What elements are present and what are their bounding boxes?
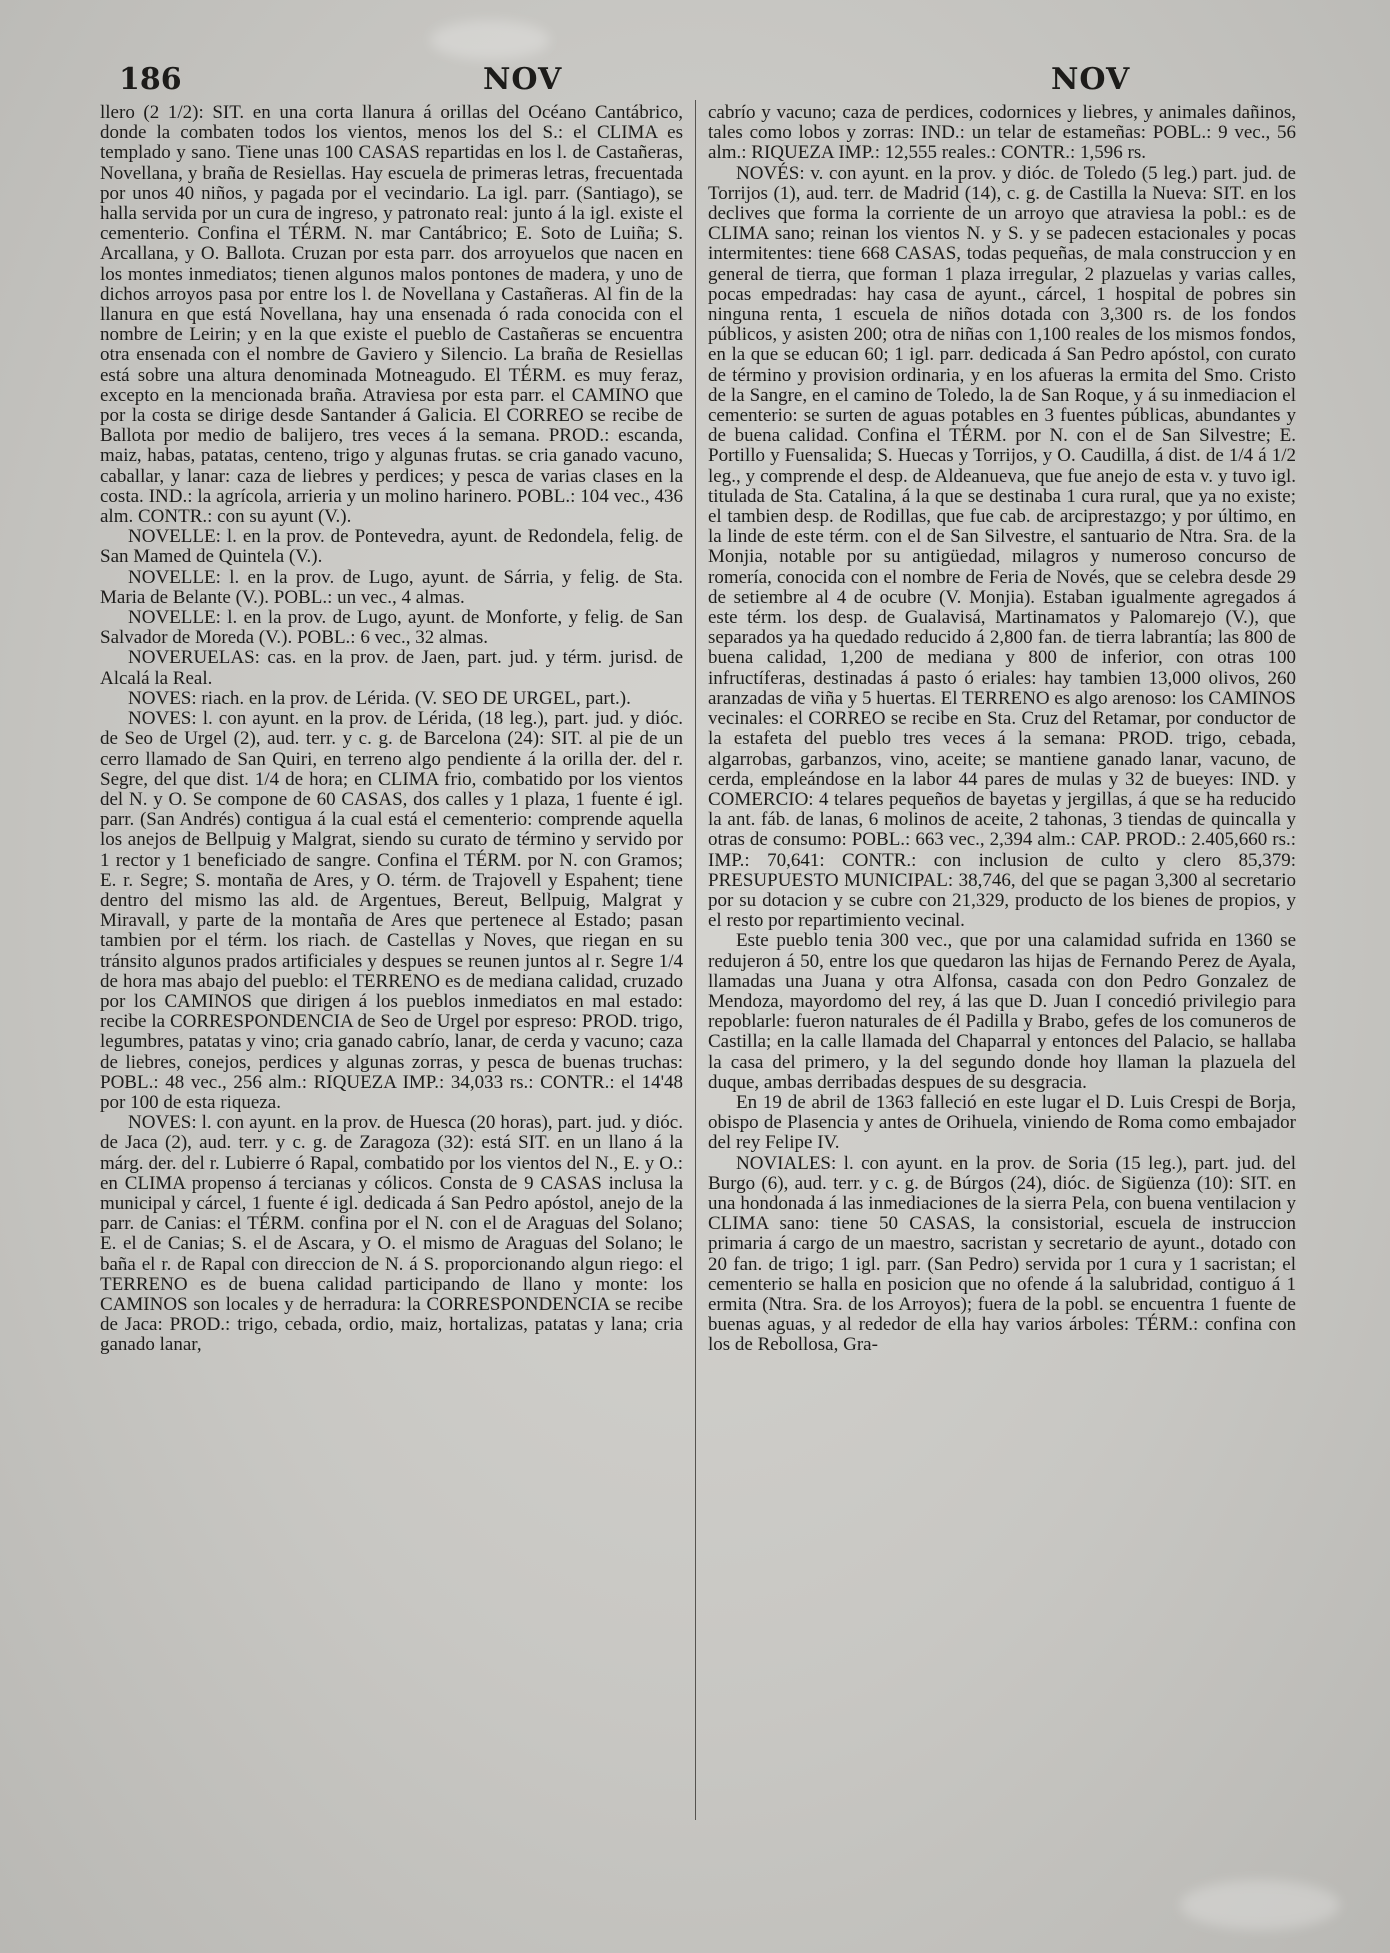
right-column xyxy=(708,103,1296,1356)
entry-paragraph: NOVELLE: l. en la prov. de Pontevedra, ayunt. de Redondela, felig. de San Mamed de Quintela (V.). xyxy=(100,526,683,568)
entry-paragraph: NOVELLE: l. en la prov. de Lugo, ayunt. de Monforte, y felig. de San Salvador de Moreda (V.). POBL.: 6 vec., 32 almas. xyxy=(100,607,683,649)
column-divider xyxy=(695,100,696,1820)
entry-paragraph: NOVELLE: l. en la prov. de Lugo, ayunt. de Sárria, y felig. de Sta. Maria de Belante (V.). POBL.: un vec., 4 almas. xyxy=(100,566,683,608)
paper-stain xyxy=(1180,1880,1340,1930)
entry-paragraph: NOVERUELAS: cas. en la prov. de Jaen, part. jud. y térm. jurisd. de Alcalá la Real. xyxy=(100,647,683,689)
entry-paragraph: NOVES: l. con ayunt. en la prov. de Lérida, (18 leg.), part. jud. y dióc. de Seo de Urgel (2), aud. terr. y c. g. de Barcelona (24): SIT. al pie de un cerro llamado de San Quiri, en terreno algo pendiente á la orilla der. del r. Segre, del que dist. 1/4 de hora; en CLIMA frio, combatido por los vientos del N. y O. Se compone de 60 CASAS, dos calles y 1 plaza, 1 fuente é igl. parr. (San Andrés) contigua á la cual está el cementerio: comprende aquella los anejos de Bellpuig y Malgrat, siendo su curato de término y servido por 1 rector y 1 beneficiado de sangre. Confina el TÉRM. por N. con Gramos; E. r. Segre; S. montaña de Ares, y O. térm. de Trajovell y Espahent; tiene dentro del mismo las ald. de Argentues, Bereut, Bellpuig, Malgrat y Miravall, y parte de la montaña de Ares que pertenece al Estado; pasan tambien por el térm. los riach. de Castellas y Noves, que riegan en su tránsito algunos prados artificiales y despues se reunen juntos al r. Segre 1/4 de hora mas abajo del pueblo: el TERRENO es de mediana calidad, cruzado por los CAMINOS que dirigen á los pueblos inmediatos en mal estado: recibe la CORRESPONDENCIA de Seo de Urgel por espreso: PROD. trigo, legumbres, patatas y vino; cria ganado cabrío, lanar, de cerda y vacuno; caza de liebres, conejos, perdices y algunas zorras, y pesca de buenas truchas: POBL.: 48 vec., 256 alm.: RIQUEZA IMP.: 34,033 rs.: CONTR.: el 14'48 por 100 de esta riqueza. xyxy=(100,708,683,1113)
page-number: 186 xyxy=(119,62,182,97)
entry-paragraph: Este pueblo tenia 300 vec., que por una calamidad sufrida en 1360 se redujeron á 50, entre los que quedaron las hijas de Fernando Perez de Ayala, llamadas una Juana y otra Alfonsa, casada con don Pedro Gonzalez de Mendoza, mayordomo del rey, á las que D. Juan I concedió privilegio para repoblarle: fueron naturales de él Padilla y Brabo, gefes de los comuneros de Castilla; en la calle llamada del Chaparral y entonces del Palacio, se hallaba la casa del primero, y la del segundo donde hoy llaman la plazuela del duque, ambas derribadas despues de su desgracia. xyxy=(708,930,1296,1093)
left-running-head: NOV xyxy=(483,62,563,97)
entry-paragraph: En 19 de abril de 1363 falleció en este lugar el D. Luis Crespi de Borja, obispo de Plasencia y antes de Orihuela, viniendo de Roma como embajador del rey Felipe IV. xyxy=(708,1091,1296,1154)
left-column xyxy=(100,103,683,1356)
right-running-head: NOV xyxy=(1051,62,1131,97)
entry-paragraph: llero (2 1/2): SIT. en una corta llanura á orillas del Océano Cantábrico, donde la combaten todos los vientos, menos los del S.: el CLIMA es templado y sano. Tiene unas 100 CASAS repartidas en los l. de Castañeras, Novellana, y braña de Resiellas. Hay escuela de primeras letras, frecuentada por unos 40 niños, y pagada por el vecindario. La igl. parr. (Santiago), se halla servida por un cura de ingreso, y patronato real: junto á la igl. existe el cementerio. Confina el TÉRM. N. mar Cantábrico; E. Soto de Luiña; S. Arcallana, y O. Ballota. Cruzan por esta parr. dos arroyuelos que nacen en los montes inmediatos; tienen algunos malos pontones de madera, y uno de dichos arroyos pasa por entre los l. de Novellana y Castañeras. Al fin de la llanura en que está Novellana, hay una ensenada ó rada conocida con el nombre de Leirin; y en la que existe el pueblo de Castañeras se encuentra otra ensenada con el nombre de Gaviero y Silencio. La braña de Resiellas está sobre una altura denominada Motneagudo. El TÉRM. es muy feraz, excepto en la mencionada braña. Atraviesa por esta parr. el CAMINO que por la costa se dirige desde Santander á Galicia. El CORREO se recibe de Ballota por medio de balijero, tres veces á la semana. PROD.: escanda, maiz, habas, patatas, centeno, trigo y algunas frutas. se cria ganado vacuno, caballar, y lanar: caza de liebres y perdices; y pesca de varias clases en la costa. IND.: la agrícola, arrieria y un molino harinero. POBL.: 104 vec., 436 alm. CONTR.: con su ayunt (V.). xyxy=(100,102,683,528)
entry-paragraph: cabrío y vacuno; caza de perdices, codornices y liebres, y animales dañinos, tales como lobos y zorras: IND.: un telar de estameñas: POBL.: 9 vec., 56 alm.: RIQUEZA IMP.: 12,555 reales.: CONTR.: 1,596 rs. xyxy=(708,102,1296,164)
entry-paragraph: NOVÉS: v. con ayunt. en la prov. y dióc. de Toledo (5 leg.) part. jud. de Torrijos (1), aud. terr. de Madrid (14), c. g. de Castilla la Nueva: SIT. en los declives que forma la corriente de un arroyo que atraviesa la pobl.: es de CLIMA sano; reinan los vientos N. y S. y se padecen estacionales y pocas intermitentes: tiene 668 CASAS, todas pequeñas, de mala construccion y en general de tierra, que forman 1 plaza irregular, 2 plazuelas y varias calles, pocas empedradas: hay casa de ayunt., cárcel, 1 hospital de pobres sin ninguna renta, 1 escuela de niños dotada con 3,300 rs. de los fondos públicos, y asisten 200; otra de niñas con 1,100 reales de los mismos fondos, en la que se educan 60; 1 igl. parr. dedicada á San Pedro apóstol, con curato de término y provision ordinaria, y en los afueras la ermita del Smo. Cristo de la Sangre, en el camino de Toledo, la de San Roque, y á su inmediacion el cementerio: se surten de aguas potables en 3 fuentes públicas, abundantes y de buena calidad. Confina el TÉRM. por N. con el de San Silvestre; E. Portillo y Fuensalida; S. Huecas y Torrijos, y O. Caudilla, á dist. de 1/4 á 1/2 leg., y comprende el desp. de Aldeanueva, que fue anejo de esta v. y tuvo igl. titulada de Sta. Catalina, á la que se destinaba 1 cura rural, que ya no existe; el tambien desp. de Rodillas, que fue cab. de arciprestazgo; y por último, en la linde de este térm. con el de San Silvestre, el santuario de Ntra. Sra. de la Monjia, notable por su antigüedad, milagros y numeroso concurso de romería, conocida con el nombre de Feria de Novés, que se celebra desde 29 de setiembre al 4 de ocubre (V. Monjia). Estaban igualmente agregados á este térm. los desp. de Gualavisá, Martinamatos y Palomarejo (V.), que separados ya ha quedado reducido á 2,800 fan. de tierra labrantía; las 800 de buena calidad, 1,200 de mediana y 800 de inferior, con otras 100 infructíferas, destinadas á pasto ó eriales: hay tambien 13,000 olivos, 260 aranzadas de viña y 5 huertas. El TERRENO es algo arenoso: los CAMINOS vecinales: el CORREO se recibe en Sta. Cruz del Retamar, por conductor de la estafeta del pueblo tres veces á la semana: PROD. trigo, cebada, algarrobas, garbanzos, vino, aceite; se mantiene ganado lanar, vacuno, de cerda, empleándose en la labor 44 pares de mulas y 32 de bueyes: IND. y COMERCIO: 4 telares pequeños de bayetas y jergillas, á que se ha reducido la ant. fáb. de lanas, 6 molinos de aceite, 2 tahonas, 3 tiendas de quincalla y otras de consumo: POBL.: 663 vec., 2,394 alm.: CAP. PROD.: 2.405,660 rs.: IMP.: 70,641: CONTR.: con inclusion de culto y clero 85,379: PRESUPUESTO MUNICIPAL: 38,746, del que se pagan 3,300 al secretario por su dotacion y se cubre con 21,329, producto de los bienes de propios, y el resto por repartimiento vecinal. xyxy=(708,162,1296,932)
entry-paragraph: NOVIALES: l. con ayunt. en la prov. de Soria (15 leg.), part. jud. del Burgo (6), aud. terr. y c. g. de Búrgos (24), dióc. de Sigüenza (10): SIT. en una hondonada á las inmediaciones de la sierra Pela, con buena ventilacion y CLIMA sano: tiene 50 CASAS, la consistorial, escuela de instruccion primaria á cargo de un maestro, sacristan y secretario de ayunt., dotado con 20 fan. de trigo; 1 igl. parr. (San Pedro) servida por 1 cura y 1 sacristan; el cementerio se halla en posicion que no ofende á la salubridad, contiguo á 1 ermita (Ntra. Sra. de los Arroyos); fuera de la pobl. se encuentra 1 fuente de buenas aguas, y al rededor de ella hay varios árboles: TÉRM.: confina con los de Rebollosa, Gra- xyxy=(708,1152,1296,1356)
paper-stain xyxy=(430,20,550,60)
entry-paragraph: NOVES: riach. en la prov. de Lérida. (V. SEO DE URGEL, part.). xyxy=(128,687,631,709)
entry-paragraph: NOVES: l. con ayunt. en la prov. de Huesca (20 horas), part. jud. y dióc. de Jaca (2), aud. terr. y c. g. de Zaragoza (32): está SIT. en un llano á la márg. der. del r. Lubierre ó Rapal, combatido por los vientos del N., E. y O.: en CLIMA propenso á tercianas y cólicos. Consta de 9 CASAS inclusa la municipal y cárcel, 1 fuente é igl. dedicada á San Pedro apóstol, anejo de la parr. de Canias: el TÉRM. confina por el N. con el de Araguas del Solano; E. el de Canias; S. el de Ascara, y O. el mismo de Araguas del Solano; le baña el r. de Rapal con direccion de N. á S. proporcionando algun riego: el TERRENO es de buena calidad participando de llano y monte: los CAMINOS son locales y de herradura: la CORRESPONDENCIA se recibe de Jaca: PROD.: trigo, cebada, ordio, maiz, hortalizas, patatas y lana; cria ganado lanar, xyxy=(100,1112,683,1356)
page-header xyxy=(105,56,1285,106)
